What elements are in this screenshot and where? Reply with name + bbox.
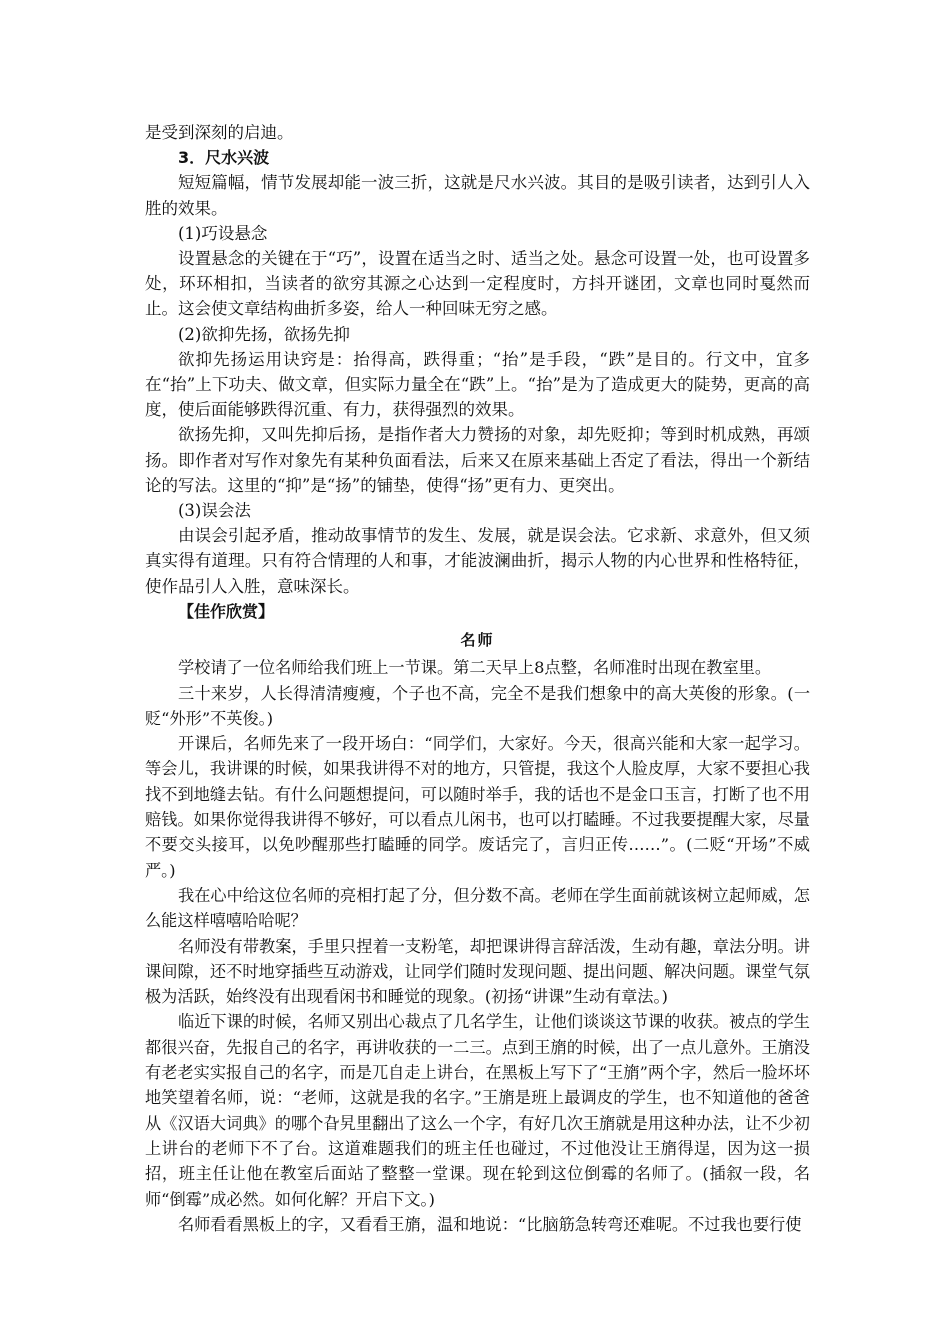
- intro-tail-paragraph: 是受到深刻的启迪。: [145, 123, 294, 142]
- appreciation-heading: 【佳作欣赏】: [178, 601, 275, 621]
- essay-paragraph: 名师看看黑板上的字，又看看王旓，温和地说：“比脑筋急转弯还难呢。不过我也要行使: [178, 1214, 802, 1234]
- subheading-suspense: (1)巧设悬念: [178, 223, 268, 243]
- document-page: [145, 120, 810, 1237]
- section-3-description: 短短篇幅，情节发展却能一波三折，这就是尺水兴波。其目的是吸引读者，达到引人入胜的效果。: [145, 173, 810, 218]
- essay-body: [145, 655, 810, 1237]
- contrast-paragraph-a: 欲抑先扬运用诀窍是：抬得高，跌得重；“抬”是手段，“跌”是目的。行文中，宜多在“抬”上下功夫、做文章，但实际力量全在“跌”上。“抬”是为了造成更大的陡势，更高的高度，使后面能够跌得沉重、有力，获得强烈的效果。: [145, 349, 810, 420]
- essay-paragraph: 三十来岁，人长得清清瘦瘦，个子也不高，完全不是我们想象中的高大英俊的形象。(一贬“外形”不英俊。): [145, 683, 810, 728]
- suspense-paragraph: 设置悬念的关键在于“巧”，设置在适当之时、适当之处。悬念可设置一处，也可设置多处，环环相扣，当读者的欲穷其源之心达到一定程度时，方抖开谜团，文章也同时戛然而止。这会使文章结构曲折多姿，给人一种回味无穷之感。: [145, 249, 810, 319]
- subheading-misunderstanding: (3)误会法: [178, 501, 251, 521]
- essay-paragraph: 开课后，名师先来了一段开场白：“同学们，大家好。今天，很高兴能和大家一起学习。等会儿，我讲课的时候，如果我讲得不对的地方，只管提，我这个人脸皮厚，大家不要担心我找不到地缝去钻。有什么问题想提问，可以随时举手，我的话也不是金口玉言，打断了也不用赔钱。如果你觉得我讲得不够好，可以看点儿闲书，也可以打瞌睡。不过我要提醒大家，尽量不要交头接耳，以免吵醒那些打瞌睡的同学。废话完了，言归正传……”。(二贬“开场”不威严。): [145, 734, 810, 880]
- subheading-contrast: (2)欲抑先扬，欲扬先抑: [178, 324, 350, 344]
- essay-paragraph: 临近下课的时候，名师又别出心裁点了几名学生，让他们谈谈这节课的收获。被点的学生都很兴奋，先报自己的名字，再讲收获的一二三。点到王旓的时候，出了一点儿意外。王旓没有老老实实报自己的名字，而是兀自走上讲台，在黑板上写下了“王旓”两个字，然后一脸坏坏地笑望着名师，说：“老师，这就是我的名字。”王旓是班上最调皮的学生，也不知道他的爸爸从《汉语大词典》的哪个旮旯里翻出了这么一个字，有好几次王旓就是用这种办法，让不少初上讲台的老师下不了台。这道难题我们的班主任也碰过，不过他没让王旓得逞，因为这一损招，班主任让他在教室后面站了整整一堂课。现在轮到这位倒霉的名师了。(插叙一段，名师“倒霉”成必然。如何化解？开启下文。): [145, 1012, 810, 1209]
- essay-title: 名师: [460, 631, 495, 650]
- essay-paragraph: 学校请了一位名师给我们班上一节课。第二天早上8点整，名师准时出现在教室里。: [178, 658, 772, 678]
- essay-paragraph: 我在心中给这位名师的亮相打起了分，但分数不高。老师在学生面前就该树立起师威，怎么能这样嘻嘻哈哈呢？: [145, 885, 810, 931]
- section-heading-3: 3．尺水兴波: [178, 148, 270, 168]
- essay-paragraph: 名师没有带教案，手里只捏着一支粉笔，却把课讲得言辞活泼，生动有趣，章法分明。讲课间隙，还不时地穿插些互动游戏，让同学们随时发现问题、提出问题、解决问题。课堂气氛极为活跃，始终没有出现看闲书和睡觉的现象。(初扬“讲课”生动有章法。): [145, 936, 810, 1007]
- misunderstanding-paragraph: 由误会引起矛盾，推动故事情节的发生、发展，就是误会法。它求新、求意外，但又须真实得有道理。只有符合情理的人和事，才能波澜曲折，揭示人物的内心世界和性格特征，使作品引人入胜，意味深长。: [145, 526, 810, 596]
- contrast-paragraph-b: 欲扬先抑，又叫先抑后扬，是指作者大力赞扬的对象，却先贬抑；等到时机成熟，再颂扬。即作者对写作对象先有某种负面看法，后来又在原来基础上否定了看法，得出一个新结论的写法。这里的“抑”是“扬”的铺垫，使得“扬”更有力、更突出。: [145, 425, 810, 495]
